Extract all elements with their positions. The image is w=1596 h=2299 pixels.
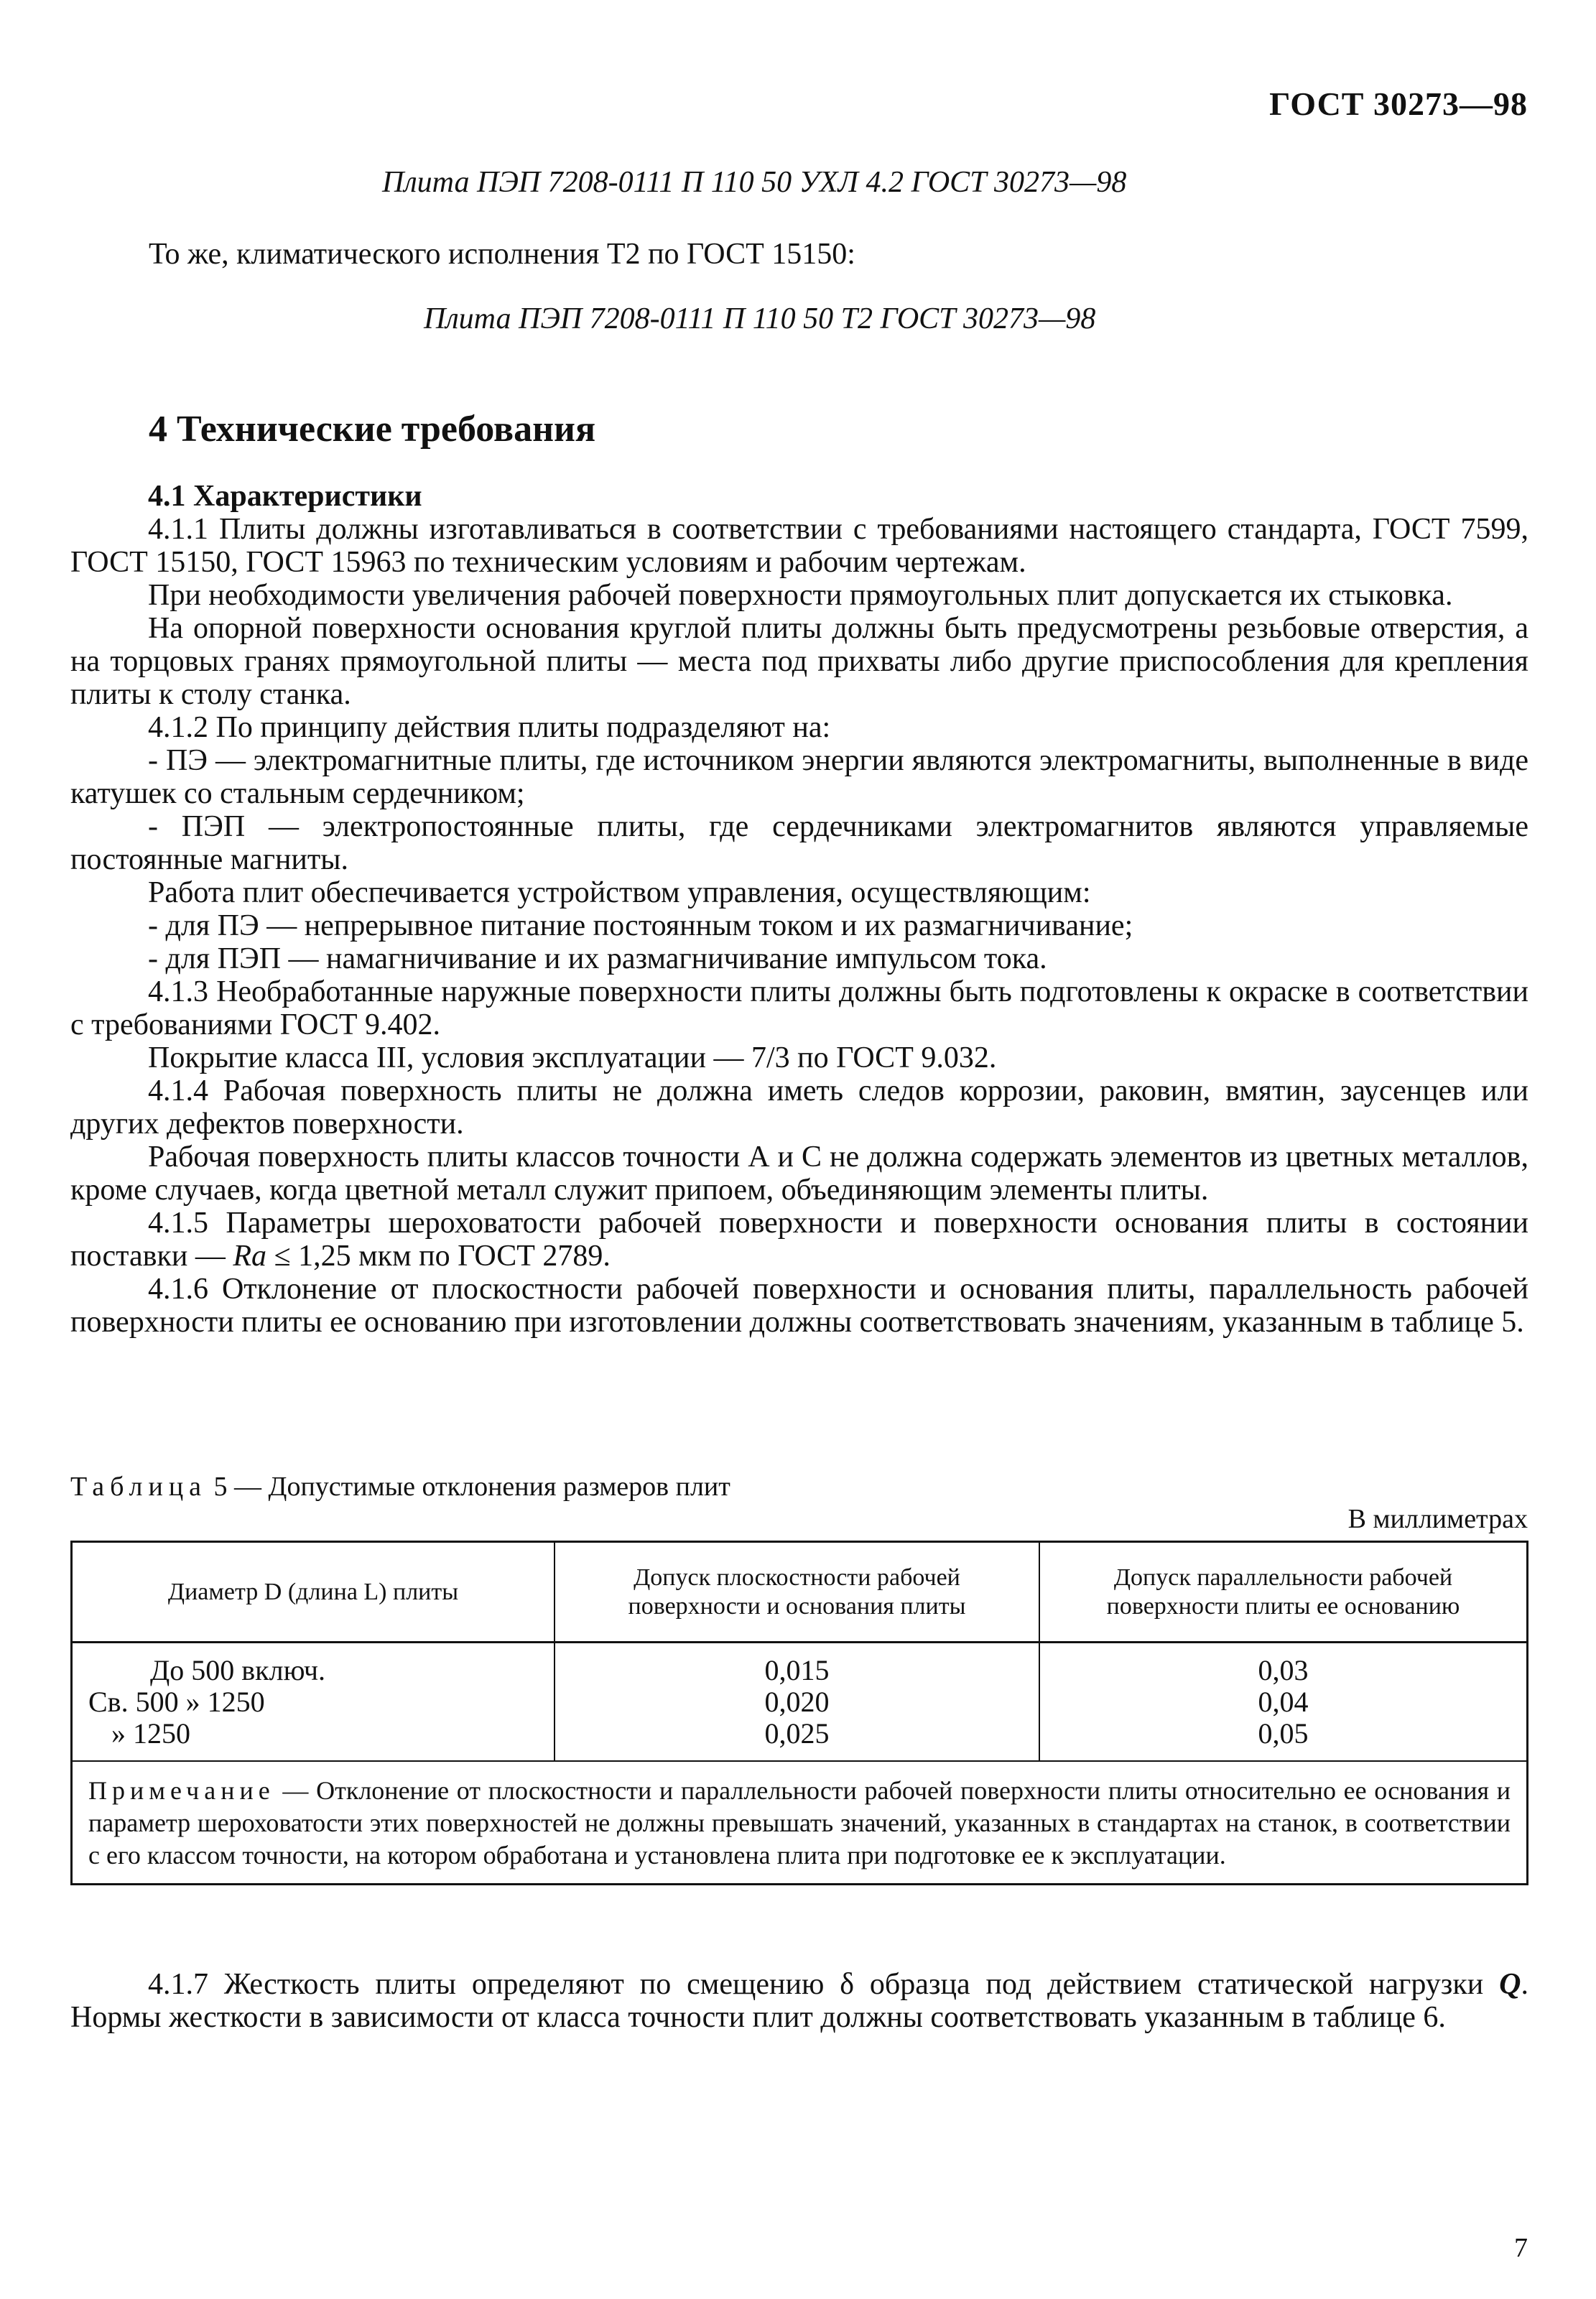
clause-4-1-3: 4.1.3 Необработанные наружные поверхности плиты должны быть подготовлены к окраске в соответствии с требованиями ГОСТ 9.402.	[70, 975, 1528, 1041]
page-number: 7	[1514, 2233, 1528, 2263]
roughness-symbol: Ra	[233, 1240, 267, 1273]
column-size	[73, 1643, 555, 1760]
header-cell-parallelism: Допуск параллельности рабочей поверхности плиты ее основанию	[1106, 1564, 1460, 1620]
document-code-header: ГОСТ 30273—98	[1269, 85, 1528, 122]
table-note-word: Примечание	[88, 1776, 275, 1805]
clause-4-1-5-text-a: 4.1.5 Параметры шероховатости рабочей поверхности и поверхности основания плиты в состоянии поставки —	[70, 1207, 1528, 1273]
table-units: В миллиметрах	[1347, 1504, 1528, 1534]
header-cell-flatness: Допуск плоскостности рабочей поверхности и основания плиты	[555, 1543, 1040, 1641]
table-cell-parallelism: 0,04	[1258, 1686, 1309, 1718]
table-cell-parallelism: 0,05	[1258, 1717, 1309, 1750]
clause-mounting-holes: На опорной поверхности основания круглой плиты должны быть предусмотрены резьбовые отверстия, а на торцовых гранях прямоугольной плиты — места под прихваты либо другие приспособления для крепления плиты к столу станка.	[70, 612, 1528, 711]
designation-example-1: Плита ПЭП 7208-0111 П 110 50 УХЛ 4.2 ГОСТ 30273—98	[382, 166, 1127, 199]
table-caption	[70, 1471, 730, 1503]
table-header-row	[73, 1543, 1526, 1643]
clause-4-1-1: 4.1.1 Плиты должны изготавливаться в соответствии с требованиями настоящего стандарта, ГОСТ 7599, ГОСТ 15150, ГОСТ 15963 по техническим условиям и рабочим чертежам.	[70, 513, 1528, 579]
clause-4-1-2: 4.1.2 По принципу действия плиты подразделяют на:	[148, 711, 831, 744]
load-symbol: Q	[1499, 1968, 1521, 2001]
clause-joining: При необходимости увеличения рабочей поверхности прямоугольных плит допускается их стыковка.	[148, 579, 1453, 612]
clause-coating: Покрытие класса III, условия эксплуатации — 7/3 по ГОСТ 9.032.	[148, 1041, 997, 1074]
table-note	[73, 1762, 1526, 1883]
technical-requirements-text	[70, 480, 1528, 1339]
clause-4-1-7-text-a: 4.1.7 Жесткость плиты определяют по смещению δ образца под действием статической нагрузки	[148, 1968, 1500, 2001]
table-note-text: — Отклонение от плоскостности и параллельности рабочей поверхности плиты относительно ее основания и параметр шероховатости этих поверхностей не должны превышать значений, указанных в стандартах на станок, в соответствии с его классом точности, на котором обработана и установлена плита при подготовке ее к эксплуатации.	[88, 1776, 1511, 1870]
header-cell-diameter: Диаметр D (длина L) плиты	[73, 1543, 555, 1641]
table-cell-size: Св. 500 » 1250	[88, 1686, 265, 1718]
tolerance-table	[70, 1541, 1528, 1885]
subsection-heading-text: 4.1 Характеристики	[148, 480, 422, 513]
stiffness-clause	[70, 1968, 1528, 2034]
clause-4-1-6: 4.1.6 Отклонение от плоскостности рабочей поверхности и основания плиты, параллельность рабочей поверхности плиты ее основанию при изготовлении должны соответствовать значениям, указанным в таблице 5.	[70, 1273, 1528, 1339]
clause-4-1-5-text-b: ≤ 1,25 мкм по ГОСТ 2789.	[266, 1240, 611, 1273]
clause-4-1-7	[70, 1968, 1528, 2034]
list-item-control-pep: - для ПЭП — намагничивание и их размагничивание импульсом тока.	[148, 942, 1047, 975]
table-cell-size: До 500 включ.	[150, 1654, 326, 1686]
column-flatness	[555, 1643, 1040, 1760]
table-caption-text: 5 — Допустимые отклонения размеров плит	[207, 1472, 730, 1502]
designation-example-2: Плита ПЭП 7208-0111 П 110 50 Т2 ГОСТ 30273—98	[424, 302, 1096, 335]
column-parallelism	[1040, 1643, 1526, 1760]
clause-4-1-5	[70, 1207, 1528, 1273]
table-cell-flatness: 0,015	[764, 1654, 830, 1686]
clause-4-1-7-text-b: . Нормы жесткости в зависимости от класса точности плит должны соответствовать указанным в таблице 6.	[70, 1968, 1528, 2034]
table-cell-flatness: 0,025	[764, 1717, 830, 1750]
clause-control-device: Работа плит обеспечивается устройством управления, осуществляющим:	[148, 876, 1091, 909]
table-cell-flatness: 0,020	[764, 1686, 830, 1718]
clause-accuracy-classes: Рабочая поверхность плиты классов точности А и С не должна содержать элементов из цветных металлов, кроме случаев, когда цветной металл служит припоем, объединяющим элементы плиты.	[70, 1141, 1528, 1207]
section-title: 4 Технические требования	[149, 409, 596, 450]
list-item-pep: - ПЭП — электропостоянные плиты, где сердечниками электромагнитов являются управляемые постоянные магниты.	[70, 810, 1528, 876]
table-cell-size: » 1250	[111, 1717, 190, 1750]
table-cell-parallelism: 0,03	[1258, 1654, 1309, 1686]
table-caption-word: Таблица	[70, 1472, 208, 1502]
subsection-heading-4-1	[70, 480, 1528, 513]
list-item-control-pe: - для ПЭ — непрерывное питание постоянным током и их размагничивание;	[148, 909, 1133, 942]
clause-4-1-4: 4.1.4 Рабочая поверхность плиты не должна иметь следов коррозии, раковин, вмятин, заусенцев или других дефектов поверхности.	[70, 1074, 1528, 1141]
table-body	[73, 1643, 1526, 1762]
climatic-version-line: То же, климатического исполнения Т2 по ГОСТ 15150:	[149, 238, 855, 271]
list-item-pe: - ПЭ — электромагнитные плиты, где источником энергии являются электромагниты, выполненные в виде катушек со стальным сердечником;	[70, 744, 1528, 810]
